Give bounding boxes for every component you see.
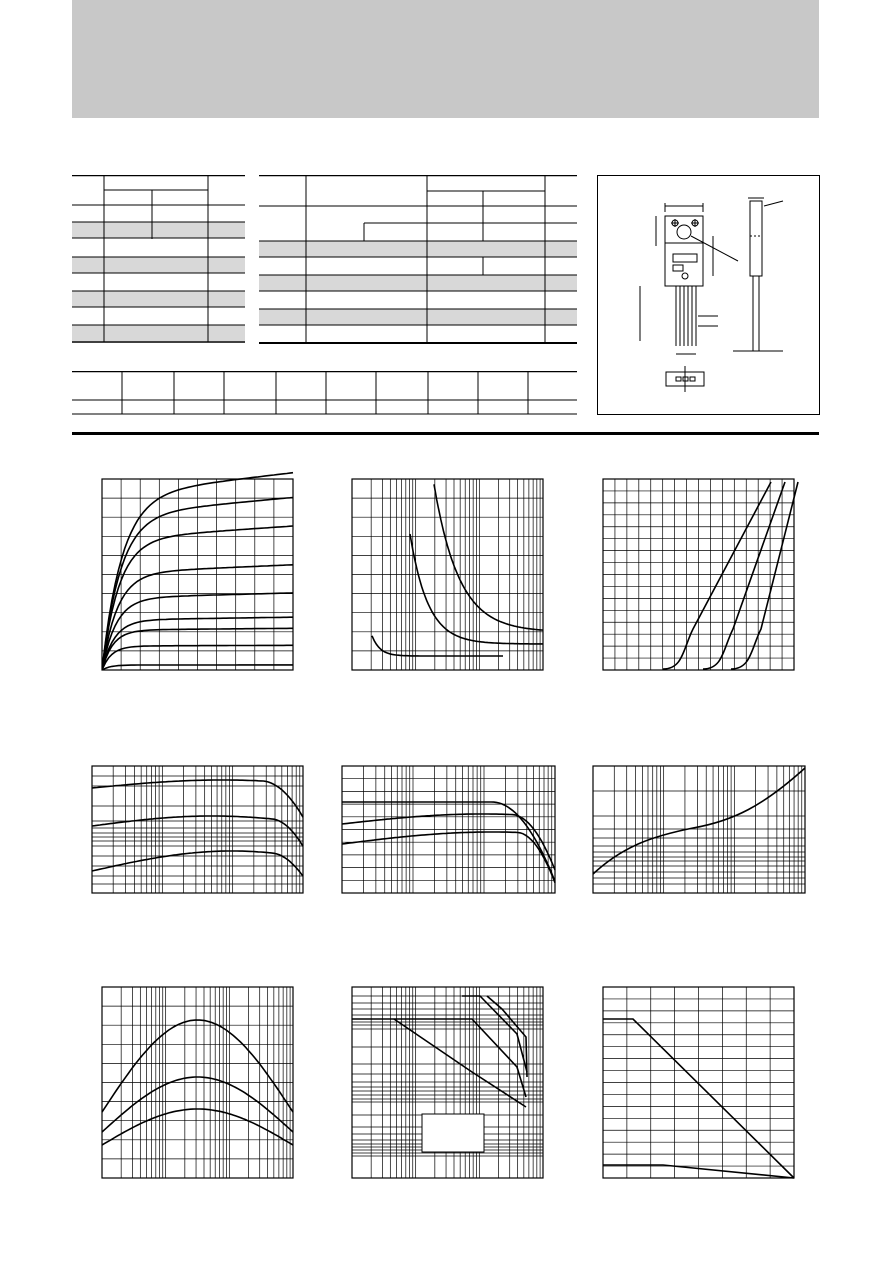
chart-2-plot	[352, 479, 543, 670]
chart-8	[352, 987, 543, 1178]
chart-3-plot	[603, 479, 794, 670]
data-curve	[372, 636, 503, 656]
data-curve	[593, 768, 805, 874]
to220-package-outline-icon	[598, 176, 821, 416]
section-divider	[72, 432, 819, 435]
chart-4-plot	[92, 766, 303, 893]
data-curve	[487, 996, 527, 1077]
chart-6-plot	[593, 766, 805, 893]
data-curve	[462, 996, 527, 1072]
electrical-characteristics-table	[259, 175, 577, 345]
header-banner	[72, 0, 819, 118]
data-curve	[92, 816, 303, 846]
data-curve	[663, 482, 771, 669]
chart-ic-vce-plot	[102, 479, 293, 670]
chart-ic-vce	[102, 479, 293, 670]
data-curve	[731, 482, 798, 669]
chart-7-plot	[102, 987, 293, 1178]
data-curve	[92, 780, 303, 817]
chart-5	[342, 766, 555, 893]
chart-6	[593, 766, 805, 893]
data-curve	[352, 1019, 526, 1097]
data-curve	[92, 851, 303, 876]
data-curve	[703, 482, 785, 669]
classification-table	[72, 371, 577, 416]
data-curve	[102, 1077, 293, 1132]
plot-frame	[593, 766, 805, 893]
chart-8-plot	[352, 987, 543, 1178]
package-outline-box	[597, 175, 820, 415]
chart-2	[352, 479, 543, 670]
chart-4	[92, 766, 303, 893]
chart-9-plot	[603, 987, 794, 1178]
chart-3	[603, 479, 794, 670]
data-curve	[342, 832, 555, 883]
data-curve	[434, 484, 543, 630]
chart-9	[603, 987, 794, 1178]
chart-5-plot	[342, 766, 555, 893]
chart-7	[102, 987, 293, 1178]
data-curve	[102, 1020, 293, 1112]
legend-box	[422, 1114, 484, 1152]
absolute-max-ratings-table	[72, 175, 245, 343]
